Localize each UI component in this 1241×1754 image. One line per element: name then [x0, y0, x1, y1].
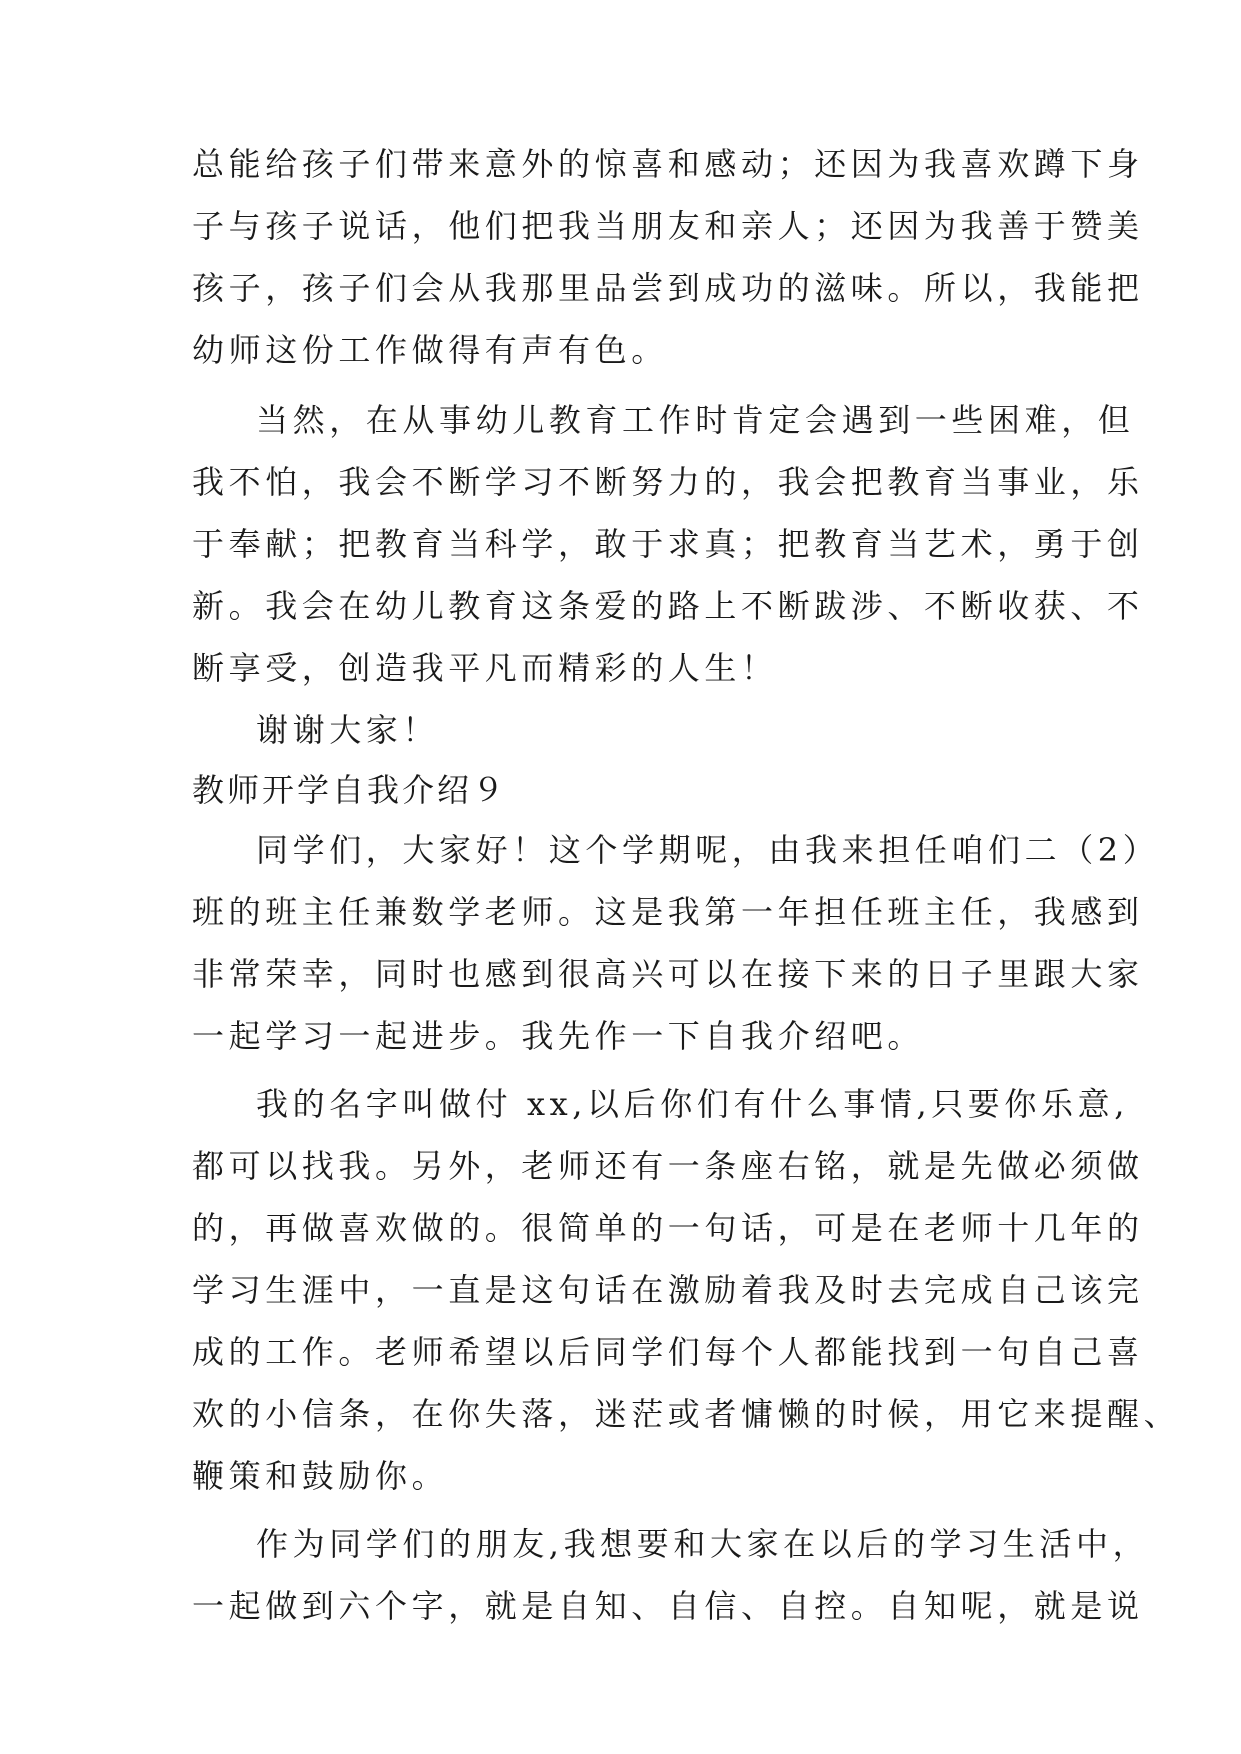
- text-line: 孩子，孩子们会从我那里品尝到成功的滋味。所以，我能把: [192, 269, 1144, 307]
- paragraph-first-line: 当然，在从事幼儿教育工作时肯定会遇到一些困难，但: [256, 401, 1135, 439]
- text-line: 断享受，创造我平凡而精彩的人生！: [192, 649, 778, 687]
- section-title: 教师开学自我介绍９: [192, 771, 508, 809]
- text-line: 班的班主任兼数学老师。这是我第一年担任班主任，我感到: [192, 893, 1144, 931]
- text-line: 欢的小信条，在你失落，迷茫或者慵懒的时候，用它来提醒、: [192, 1395, 1181, 1433]
- text-line: 成的工作。老师希望以后同学们每个人都能找到一句自己喜: [192, 1333, 1144, 1371]
- text-line: 鞭策和鼓励你。: [192, 1457, 449, 1495]
- text-line: 都可以找我。另外，老师还有一条座右铭，就是先做必须做: [192, 1147, 1144, 1185]
- text-line: 于奉献；把教育当科学，敢于求真；把教育当艺术，勇于创: [192, 525, 1144, 563]
- text-line: 新。我会在幼儿教育这条爱的路上不断跋涉、不断收获、不: [192, 587, 1144, 625]
- closing-thanks: 谢谢大家！: [256, 711, 440, 749]
- text-line: 学习生涯中，一直是这句话在激励着我及时去完成自己该完: [192, 1271, 1144, 1309]
- text-line: 非常荣幸，同时也感到很高兴可以在接下来的日子里跟大家: [192, 955, 1144, 993]
- text-line: 我不怕，我会不断学习不断努力的，我会把教育当事业，乐: [192, 463, 1144, 501]
- paragraph-first-line: 同学们，大家好！这个学期呢，由我来担任咱们二（2）: [256, 831, 1160, 869]
- text-line: 总能给孩子们带来意外的惊喜和感动；还因为我喜欢蹲下身: [192, 145, 1144, 183]
- paragraph-first-line: 作为同学们的朋友,我想要和大家在以后的学习生活中，: [256, 1525, 1150, 1563]
- text-line: 幼师这份工作做得有声有色。: [192, 331, 668, 369]
- text-line: 的，再做喜欢做的。很简单的一句话，可是在老师十几年的: [192, 1209, 1144, 1247]
- text-line: 一起做到六个字，就是自知、自信、自控。自知呢，就是说: [192, 1587, 1144, 1625]
- text-line: 一起学习一起进步。我先作一下自我介绍吧。: [192, 1017, 925, 1055]
- paragraph-first-line: 我的名字叫做付 xx,以后你们有什么事情,只要你乐意,: [256, 1085, 1129, 1123]
- text-line: 子与孩子说话，他们把我当朋友和亲人；还因为我善于赞美: [192, 207, 1144, 245]
